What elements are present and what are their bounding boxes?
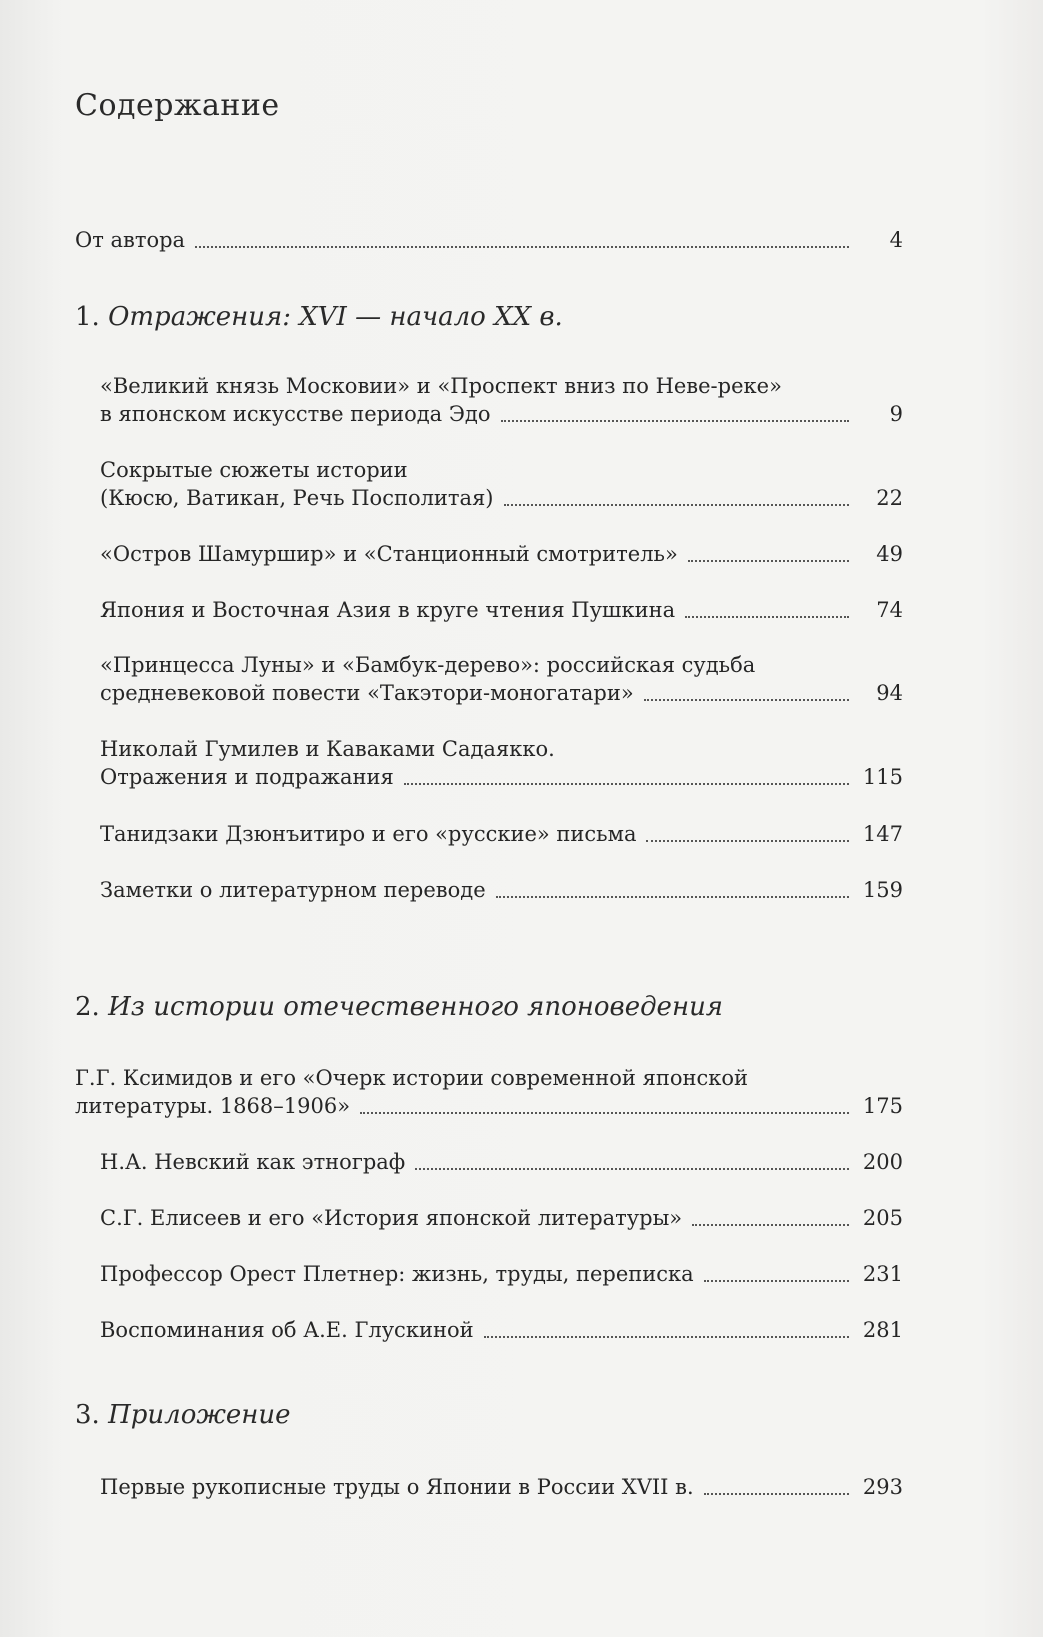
section-number: 3. — [75, 1400, 100, 1430]
toc-entry-line1: Николай Гумилев и Каваками Садаякко. — [100, 737, 555, 761]
section-title: Отражения: XVI — начало XX в. — [108, 302, 563, 332]
toc-entry-label: в японском искусстве периода Эдо — [100, 402, 491, 426]
leader-dots — [685, 616, 849, 618]
toc-entry-label: Заметки о литературном переводе — [100, 878, 486, 902]
toc-entry[interactable] — [100, 735, 903, 791]
toc-entry[interactable] — [100, 456, 903, 512]
toc-entry-label: «Остров Шамуршир» и «Станционный смотритель» — [100, 542, 678, 566]
toc-entry[interactable] — [100, 372, 903, 428]
toc-entry[interactable] — [100, 876, 903, 904]
toc-entry-label: Профессор Орест Плетнер: жизнь, труды, переписка — [100, 1262, 694, 1286]
leader-dots — [704, 1280, 849, 1282]
leader-dots — [404, 783, 849, 785]
leader-dots — [195, 246, 849, 248]
toc-entry-label: Танидзаки Дзюнъитиро и его «русские» письма — [100, 822, 637, 846]
toc-entry[interactable] — [100, 820, 903, 848]
toc-entry-page: 293 — [862, 1475, 903, 1499]
section-title: Приложение — [108, 1400, 291, 1430]
toc-entry-page: 159 — [862, 878, 903, 902]
toc-entry-label: Воспоминания об А.Е. Глускиной — [100, 1318, 474, 1342]
section-number: 1. — [75, 302, 100, 332]
section-heading-3 — [75, 1400, 291, 1430]
toc-entry[interactable] — [100, 1316, 903, 1344]
leader-dots — [704, 1493, 849, 1495]
toc-entry-page: 74 — [876, 598, 903, 622]
toc-entry[interactable] — [100, 596, 903, 624]
toc-entry-label: литературы. 1868–1906» — [75, 1094, 351, 1118]
toc-entry[interactable] — [100, 1260, 903, 1288]
toc-entry[interactable] — [100, 1204, 903, 1232]
toc-entry-page: 200 — [862, 1150, 903, 1174]
section-heading-2 — [75, 992, 723, 1022]
leader-dots — [501, 420, 850, 422]
toc-entry-label: Первые рукописные труды о Японии в России XVII в. — [100, 1475, 694, 1499]
toc-entry-page: 115 — [862, 765, 903, 789]
leader-dots — [504, 504, 849, 506]
toc-entry-line1: «Великий князь Московии» и «Проспект вниз по Неве-реке» — [100, 374, 782, 398]
toc-entry-page: 9 — [889, 402, 903, 426]
toc-entry-label: Отражения и подражания — [100, 765, 394, 789]
toc-entry-page: 175 — [862, 1094, 903, 1118]
toc-entry-page: 205 — [862, 1206, 903, 1230]
toc-entry-page: 231 — [862, 1262, 903, 1286]
toc-entry-label: (Кюсю, Ватикан, Речь Посполитая) — [100, 486, 494, 510]
toc-entry[interactable] — [100, 1148, 903, 1176]
section-number: 2. — [75, 992, 100, 1022]
toc-entry[interactable] — [75, 1064, 903, 1120]
leader-dots — [360, 1112, 849, 1114]
toc-entry-preface[interactable] — [75, 226, 903, 254]
toc-entry[interactable] — [100, 540, 903, 568]
toc-entry-label: От автора — [75, 228, 186, 252]
leader-dots — [415, 1168, 849, 1170]
toc-entry-page: 94 — [876, 681, 903, 705]
toc-entry-page: 281 — [862, 1318, 903, 1342]
leader-dots — [692, 1224, 849, 1226]
leader-dots — [688, 560, 849, 562]
toc-entry-label: С.Г. Елисеев и его «История японской литературы» — [100, 1206, 683, 1230]
toc-entry-label: Н.А. Невский как этнограф — [100, 1150, 406, 1174]
section-heading-1 — [75, 302, 563, 332]
toc-entry[interactable] — [100, 651, 903, 707]
toc-entry-label: средневековой повести «Такэтори-моногатари» — [100, 681, 634, 705]
toc-entry-page: 49 — [876, 542, 903, 566]
section-title: Из истории отечественного японоведения — [108, 992, 724, 1022]
leader-dots — [644, 699, 849, 701]
toc-entry-label: Япония и Восточная Азия в круге чтения Пушкина — [100, 598, 676, 622]
leader-dots — [646, 840, 849, 842]
toc-entry-line1: Г.Г. Ксимидов и его «Очерк истории современной японской — [75, 1066, 748, 1090]
toc-entry[interactable] — [100, 1473, 903, 1501]
leader-dots — [496, 896, 849, 898]
toc-entry-page: 22 — [876, 486, 903, 510]
toc-entry-page: 147 — [862, 822, 903, 846]
toc-entry-line1: Сокрытые сюжеты истории — [100, 458, 408, 482]
toc-entry-page: 4 — [889, 228, 903, 252]
leader-dots — [484, 1336, 849, 1338]
page-title: Содержание — [75, 88, 280, 123]
toc-entry-line1: «Принцесса Луны» и «Бамбук-дерево»: российская судьба — [100, 653, 756, 677]
